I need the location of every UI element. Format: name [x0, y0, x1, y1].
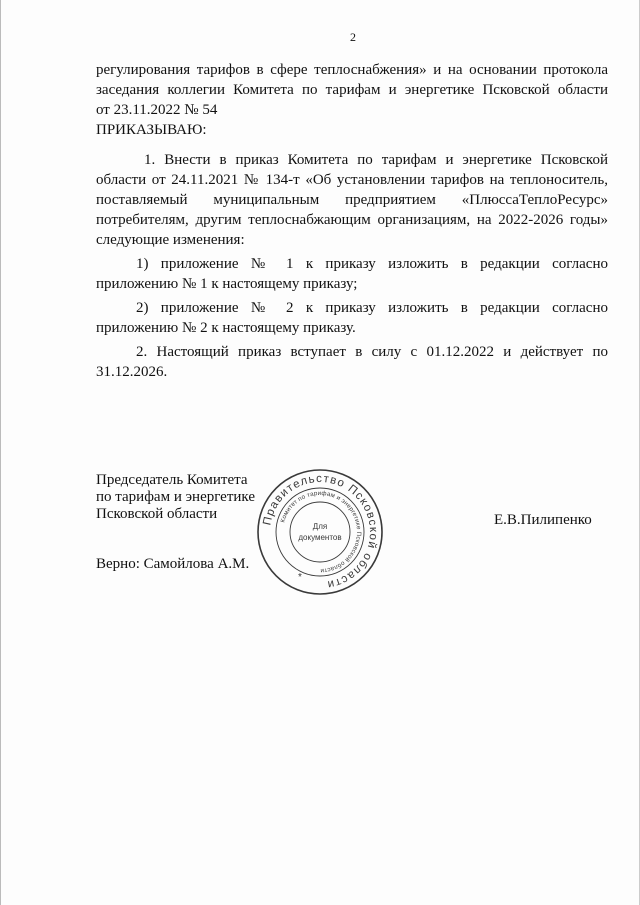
signatory-title-line: по тарифам и энергетике [96, 489, 255, 505]
scan-edge-left [0, 0, 1, 905]
stamp-center-text: Для [312, 522, 328, 531]
order-item-2: 2. Настоящий приказ вступает в силу с 01.12.2022 и действует по 31.12.2026. [96, 344, 608, 380]
paragraph-line: от 23.11.2022 № 54 [96, 102, 218, 118]
paragraph-line: регулирования тарифов в сфере теплоснабжения» и на основании протокола [96, 62, 608, 78]
stamp-inner-text: Комитет по тарифам и энергетике Псковской области [279, 489, 363, 575]
paragraph-line: заседания коллегии Комитета по тарифам и энергетике Псковской области [96, 82, 608, 98]
order-item-1: 1. Внести в приказ Комитета по тарифам и энергетике Псковской области от 24.11.2021 № 134-т «Об установлении тарифов на теплоноситель, поставляемый муниципальным предприятием «ПлюссаТеплоРесурс» потребителям, другим теплоснабжающим организациям, на 2022-2026 годы» следующие изменения: [96, 152, 608, 248]
official-seal-stamp [256, 468, 384, 596]
signer-name: Е.В.Пилипенко [494, 512, 592, 528]
document-body [96, 60, 608, 382]
signatory-title [96, 472, 255, 523]
stamp-star-icon: * [298, 572, 302, 583]
signatory-title-line: Псковской области [96, 506, 218, 522]
stamp-center-text: документов [298, 533, 342, 542]
order-heading: ПРИКАЗЫВАЮ: [96, 122, 207, 138]
signatory-title-line: Председатель Комитета [96, 472, 248, 488]
verified-by: Верно: Самойлова А.М. [96, 556, 250, 572]
order-subitem-2: 2) приложение № 2 к приказу изложить в редакции согласно приложению № 2 к настоящему приказу. [96, 300, 608, 336]
order-subitem-1: 1) приложение № 1 к приказу изложить в редакции согласно приложению № 1 к настоящему приказу; [96, 256, 608, 292]
stamp-outer-text: Правительство Псковской области [261, 472, 380, 591]
page-number: 2 [350, 30, 356, 44]
